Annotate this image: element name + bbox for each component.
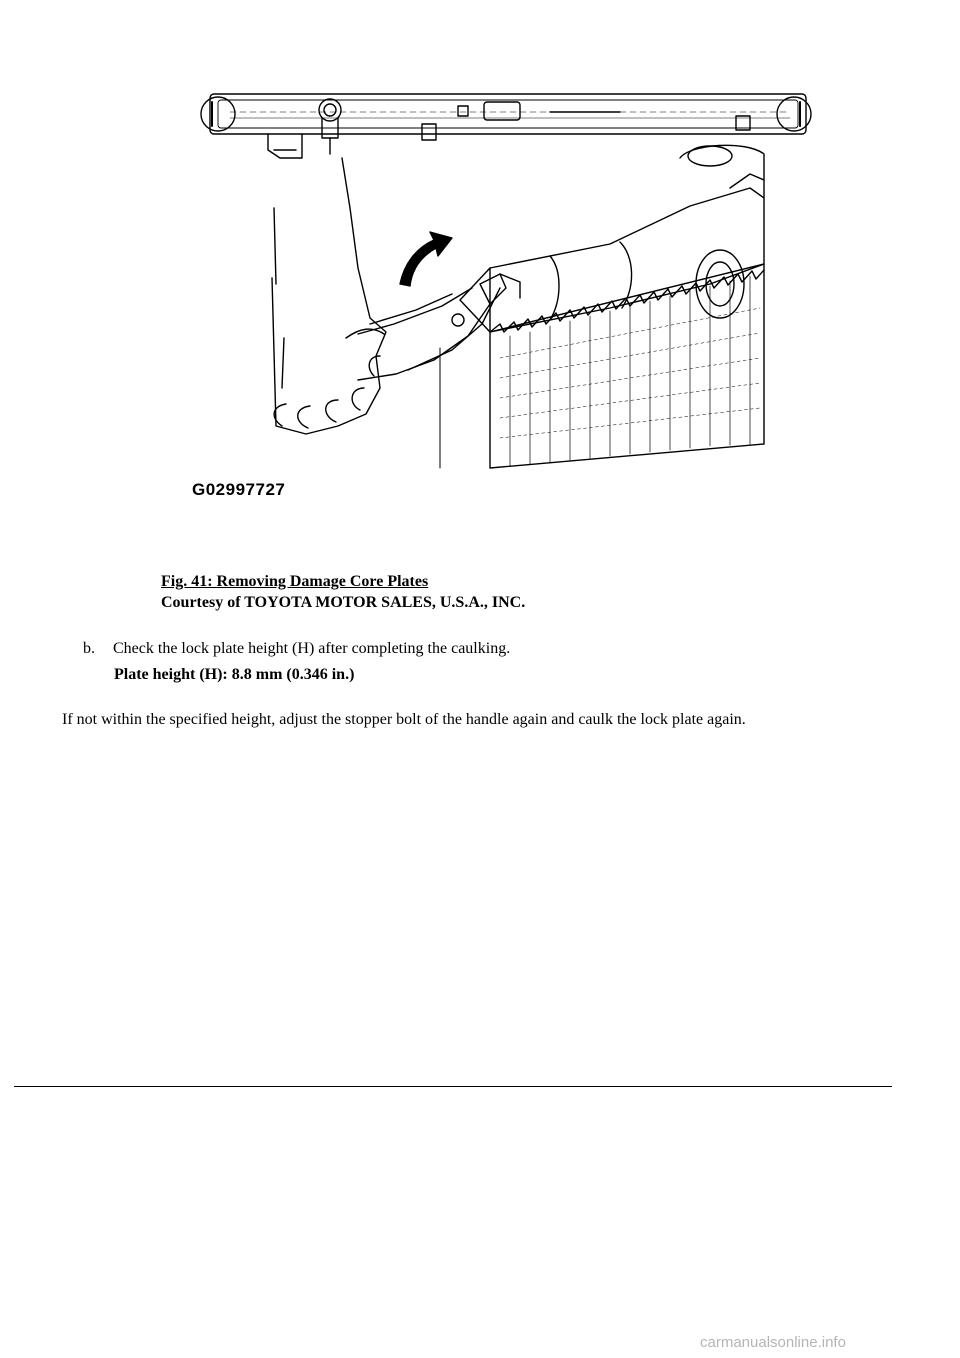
step-text: Check the lock plate height (H) after completing the caulking. (113, 640, 511, 657)
page-divider (14, 1086, 892, 1087)
radiator-core-drawing (440, 264, 764, 468)
hand-drawing (272, 158, 386, 434)
body-paragraph: If not within the specified height, adjust the stopper bolt of the handle again and caulk the lock plate again. (62, 711, 746, 728)
figure-id: G02997727 (192, 480, 286, 499)
tank-body-drawing (460, 145, 764, 332)
figure-title: Fig. 41: Removing Damage Core Plates (161, 573, 429, 590)
watermark: carmanualsonline.info (700, 1334, 846, 1351)
radiator-tank-drawing (201, 94, 811, 158)
specification: Plate height (H): 8.8 mm (0.346 in.) (114, 666, 355, 683)
procedure-step (83, 638, 510, 659)
figure-caption (161, 571, 525, 613)
step-marker: b. (83, 640, 95, 657)
radiator-caulking-illustration (190, 88, 822, 512)
rotate-arrow-icon (400, 232, 452, 286)
figure-courtesy: Courtesy of TOYOTA MOTOR SALES, U.S.A., INC. (161, 594, 526, 611)
